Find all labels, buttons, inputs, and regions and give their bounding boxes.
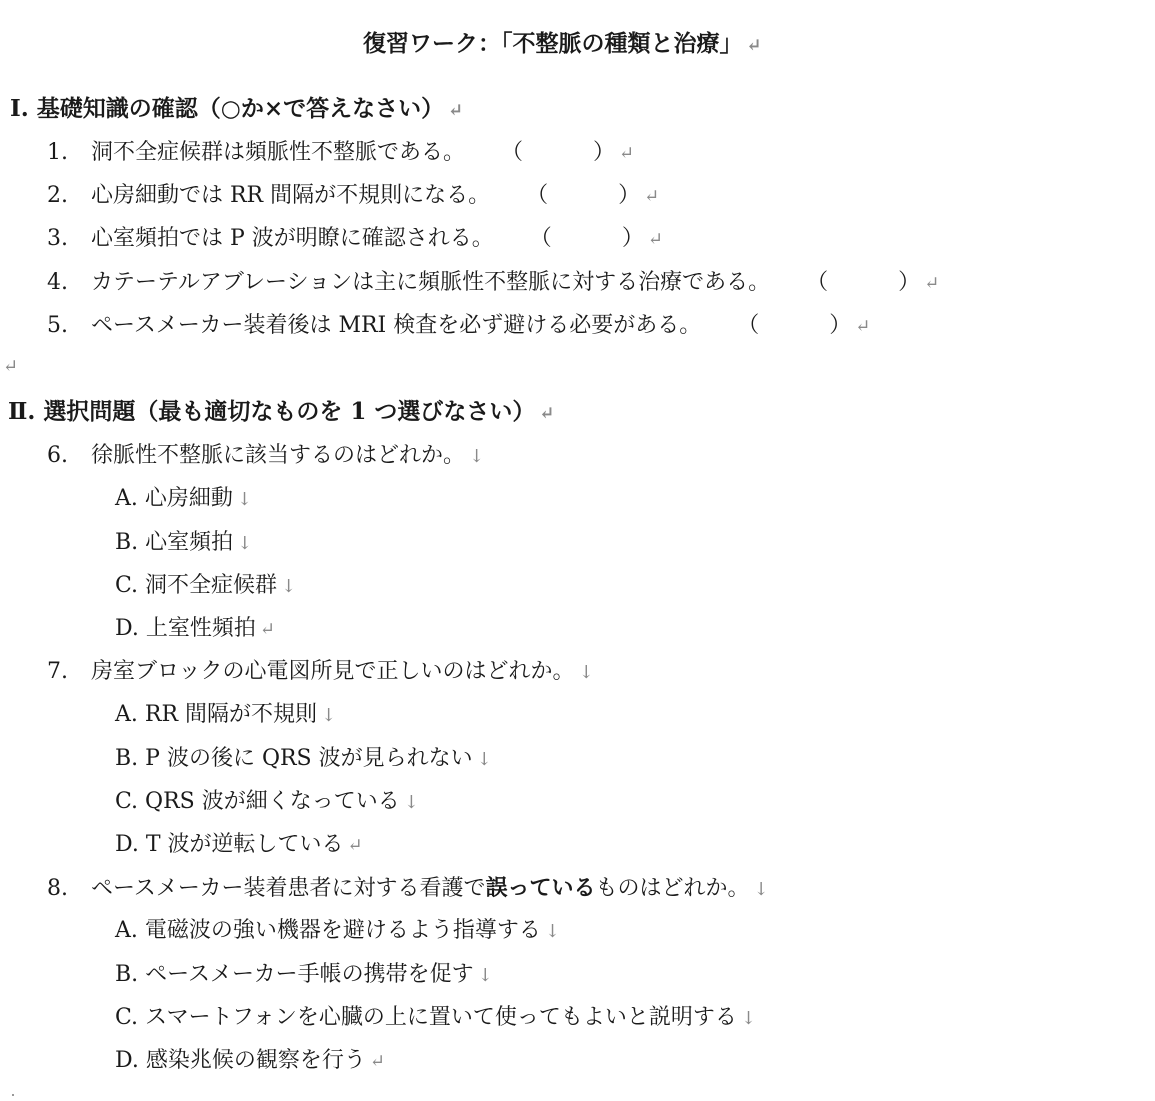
option-6d[interactable] (115, 614, 275, 645)
paragraph-mark-icon: ↵ (369, 1051, 385, 1072)
question-text-after: ものはどれか。 (595, 876, 750, 901)
option-8d[interactable] (115, 1046, 385, 1077)
question-text-emphasis: 誤っている (485, 875, 596, 901)
question-5 (47, 311, 870, 342)
line-break-mark-icon: ↓ (740, 1008, 756, 1029)
option-7a[interactable] (115, 700, 336, 731)
answer-close-paren: ） (829, 313, 852, 338)
paragraph-mark-icon: ↵ (855, 316, 871, 337)
answer-close-paren: ） (621, 226, 644, 251)
question-text: カテーテルアブレーションは主に頻脈性不整脈に対する治療である。 (91, 270, 771, 295)
option-text: B. P 波の後に QRS 波が見られない (115, 746, 473, 771)
line-break-mark-icon: ↓ (469, 446, 485, 467)
title-text: 復習ワーク：「不整脈の種類と治療」 (363, 30, 743, 57)
line-break-mark-icon: ↓ (477, 965, 493, 986)
option-text: B. ペースメーカー手帳の携帯を促す (115, 962, 474, 987)
question-number: 7. (47, 659, 68, 684)
line-break-mark-icon: ↓ (321, 705, 337, 726)
answer-open-paren: （ (501, 140, 524, 165)
bottom-dot (12, 1094, 14, 1096)
section-2-heading (8, 397, 555, 429)
option-8b[interactable] (115, 960, 493, 991)
option-text: B. 心室頻拍 (115, 530, 234, 555)
option-text: C. QRS 波が細くなっている (115, 789, 400, 814)
question-2 (47, 181, 659, 212)
question-text-before: ペースメーカー装着患者に対する看護で (91, 876, 486, 901)
option-6c[interactable] (115, 571, 296, 602)
paragraph-mark-icon: ↵ (259, 619, 275, 640)
question-3 (47, 224, 663, 255)
answer-open-paren: （ (526, 183, 549, 208)
paragraph-mark-icon: ↵ (619, 143, 635, 164)
paragraph-mark-icon: ↵ (539, 403, 555, 424)
answer-close-paren: ） (593, 140, 616, 165)
option-text: C. スマートフォンを心臓の上に置いて使ってもよいと説明する (115, 1005, 737, 1030)
option-7b[interactable] (115, 744, 492, 775)
answer-close-paren: ） (898, 270, 921, 295)
paragraph-mark-icon: ↵ (924, 273, 940, 294)
question-7 (47, 657, 594, 688)
option-text: C. 洞不全症候群 (115, 573, 278, 598)
line-break-mark-icon: ↓ (578, 662, 594, 683)
document-title (363, 29, 762, 61)
question-text: 房室ブロックの心電図所見で正しいのはどれか。 (91, 659, 575, 684)
option-6a[interactable] (115, 484, 252, 515)
option-text: D. T 波が逆転している (115, 832, 344, 857)
question-number: 6. (47, 443, 68, 468)
answer-open-paren: （ (737, 313, 760, 338)
section-2-heading-text: Ⅱ. 選択問題（最も適切なものを 1 つ選びなさい） (8, 398, 536, 425)
question-number: 8. (47, 876, 68, 901)
option-7c[interactable] (115, 787, 419, 818)
empty-paragraph-mark-icon: ↵ (3, 356, 19, 377)
line-break-mark-icon: ↓ (544, 921, 560, 942)
question-number: 5. (47, 313, 68, 338)
line-break-mark-icon: ↓ (236, 489, 252, 510)
option-text: A. 心房細動 (115, 486, 233, 511)
option-6b[interactable] (115, 528, 252, 559)
answer-open-paren: （ (806, 270, 829, 295)
question-text: 洞不全症候群は頻脈性不整脈である。 (91, 140, 466, 165)
question-number: 4. (47, 270, 68, 295)
question-text: 徐脈性不整脈に該当するのはどれか。 (91, 443, 466, 468)
option-7d[interactable] (115, 830, 363, 861)
question-number: 1. (47, 140, 68, 165)
question-1 (47, 138, 634, 169)
line-break-mark-icon: ↓ (237, 533, 253, 554)
question-8 (47, 873, 769, 905)
line-break-mark-icon: ↓ (403, 792, 419, 813)
line-break-mark-icon: ↓ (753, 879, 769, 900)
line-break-mark-icon: ↓ (476, 749, 492, 770)
answer-close-paren: ） (618, 183, 641, 208)
paragraph-mark-icon: ↵ (347, 835, 363, 856)
paragraph-mark-icon: ↵ (647, 229, 663, 250)
question-4 (47, 268, 939, 299)
option-text: D. 上室性頻拍 (115, 616, 256, 641)
section-1-heading-text: Ⅰ. 基礎知識の確認（○か×で答えなさい） (10, 95, 445, 122)
option-text: D. 感染兆候の観察を行う (115, 1048, 366, 1073)
option-8a[interactable] (115, 916, 560, 947)
question-text: 心室頻拍では P 波が明瞭に確認される。 (91, 226, 494, 251)
answer-open-paren: （ (529, 226, 552, 251)
paragraph-mark-icon: ↵ (448, 100, 464, 121)
question-text: 心房細動では RR 間隔が不規則になる。 (91, 183, 491, 208)
question-number: 3. (47, 226, 68, 251)
section-1-heading (10, 94, 463, 126)
paragraph-mark-icon: ↵ (746, 35, 762, 56)
option-text: A. 電磁波の強い機器を避けるよう指導する (115, 918, 541, 943)
paragraph-mark-icon: ↵ (644, 186, 660, 207)
line-break-mark-icon: ↓ (281, 576, 297, 597)
question-6 (47, 441, 484, 472)
question-number: 2. (47, 183, 68, 208)
option-text: A. RR 間隔が不規則 (115, 702, 317, 727)
option-8c[interactable] (115, 1003, 756, 1034)
question-text: ペースメーカー装着後は MRI 検査を必ず避ける必要がある。 (91, 313, 702, 338)
